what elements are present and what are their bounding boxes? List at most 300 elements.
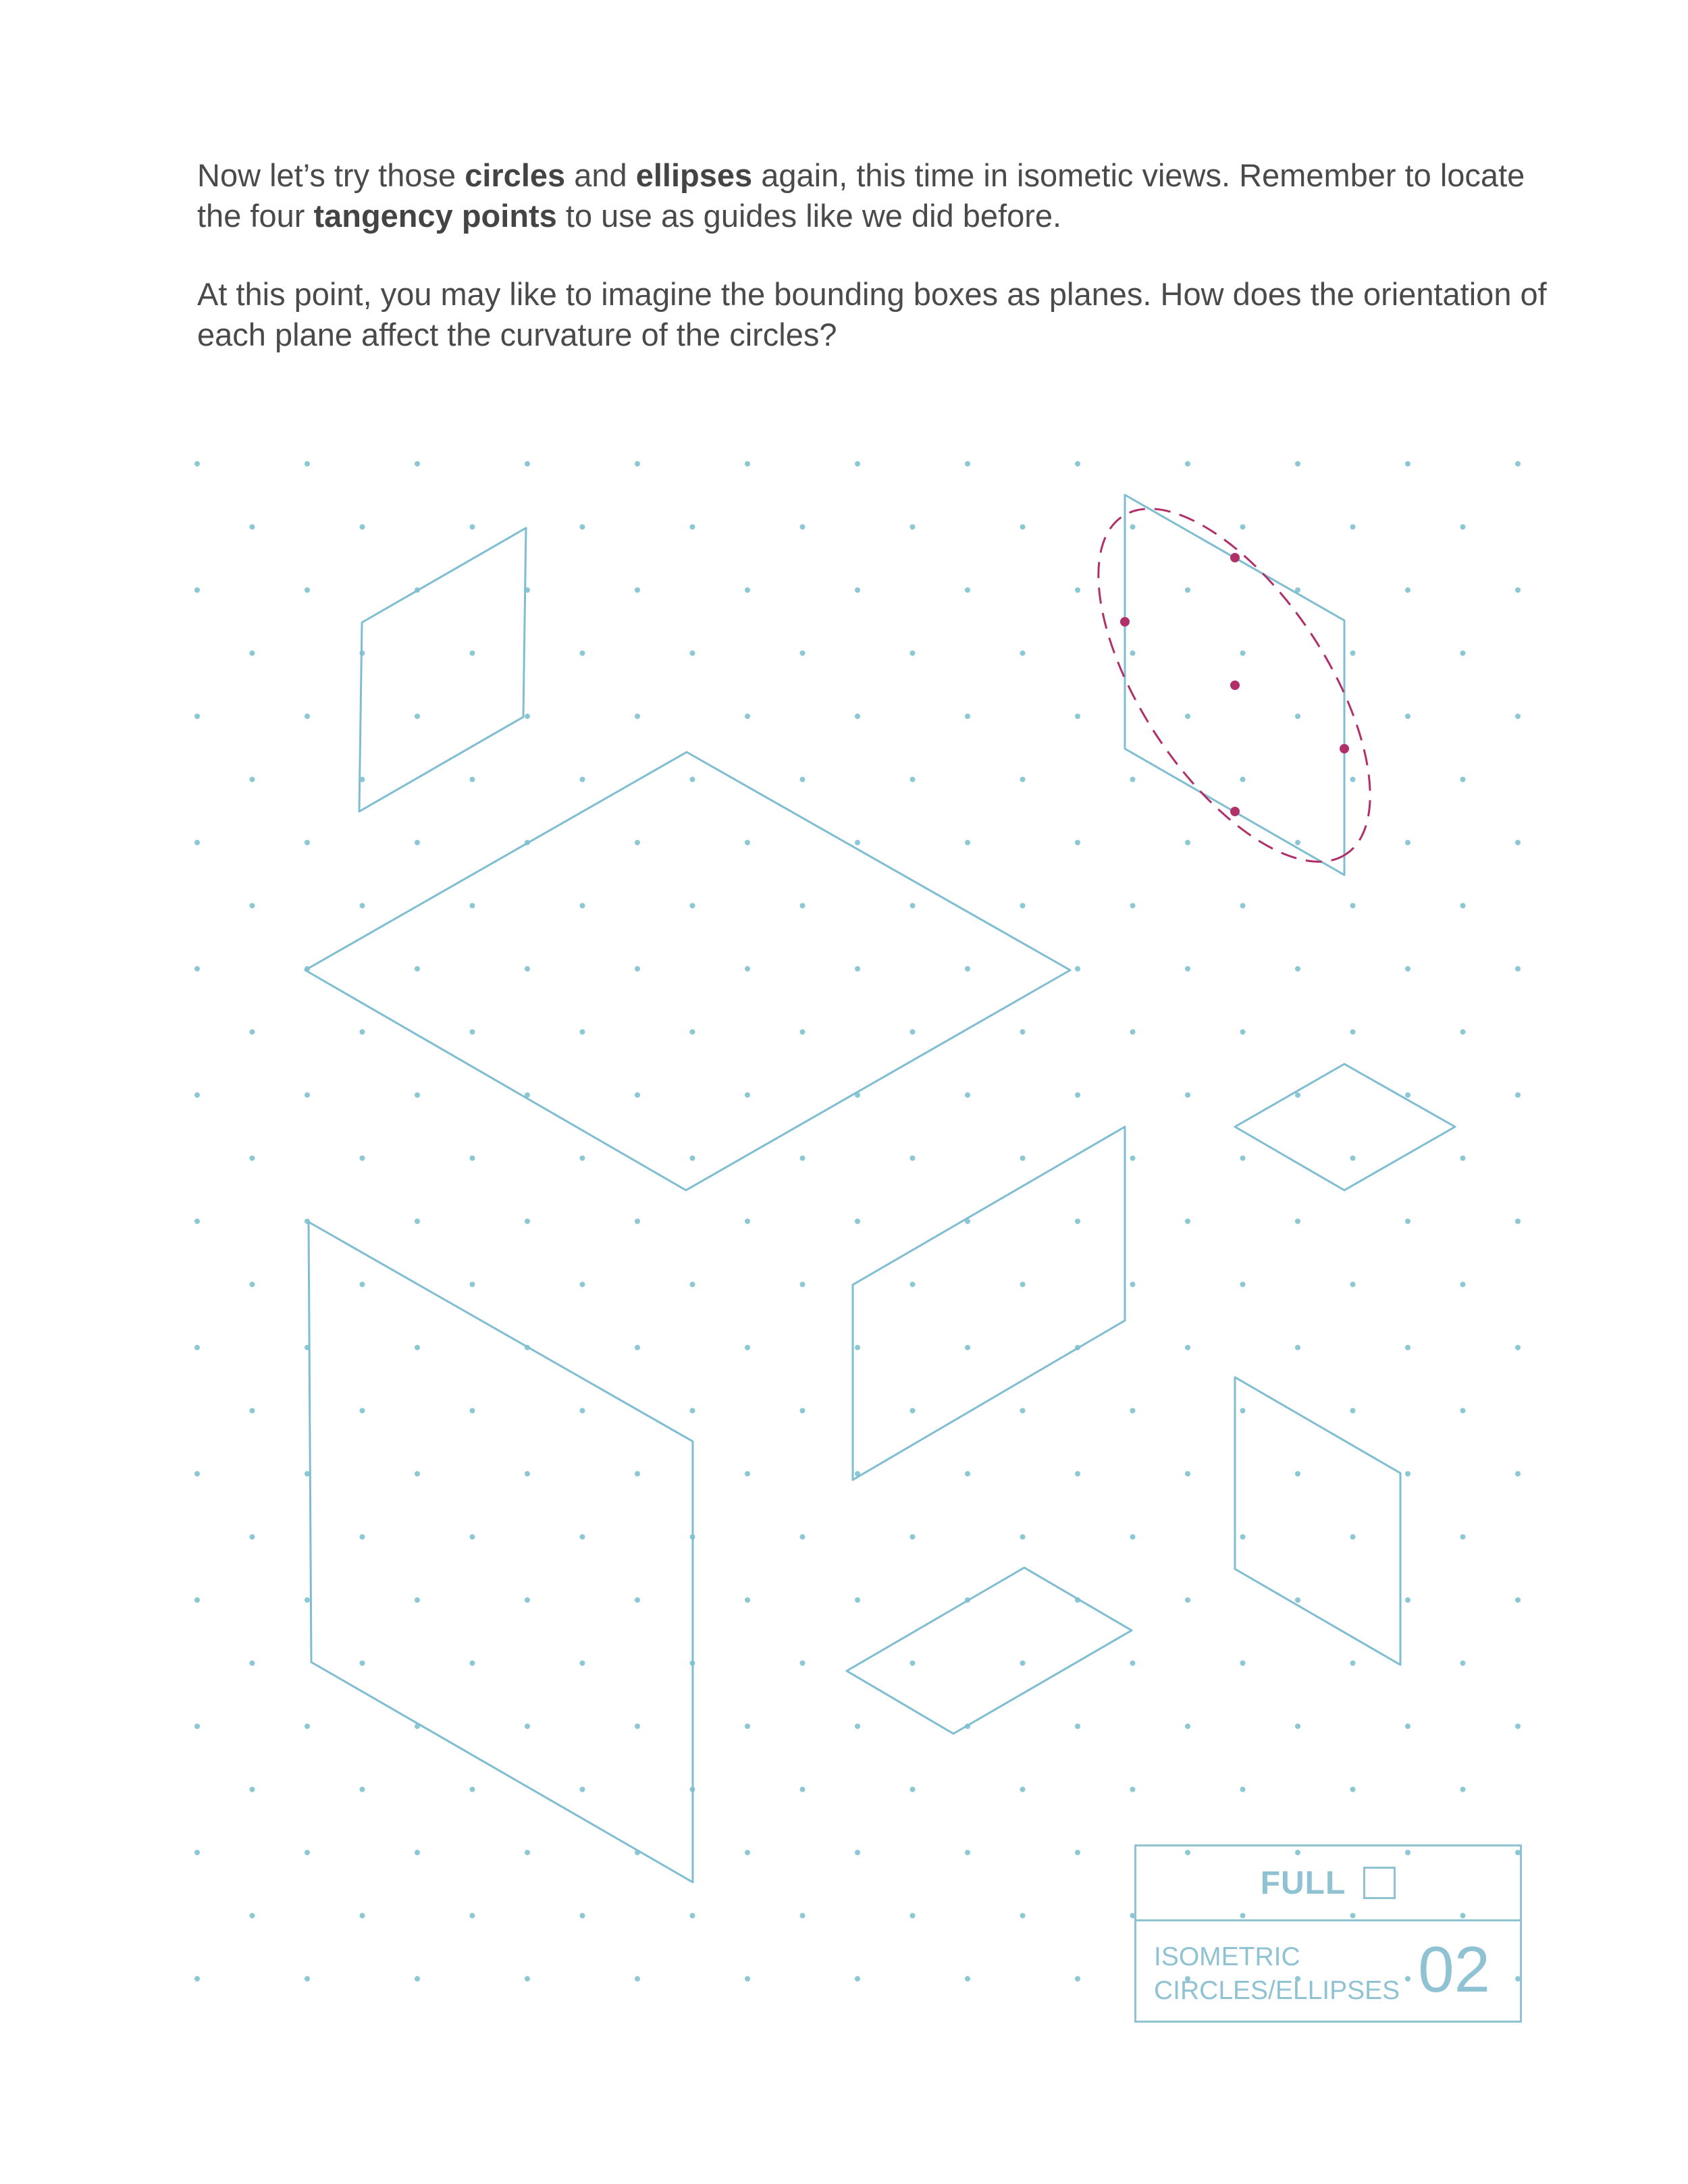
grid-dot [1405,1092,1410,1098]
grid-dot [690,1156,695,1161]
grid-dot [690,1030,695,1035]
grid-dot [1020,525,1026,530]
grid-dot [1075,1471,1080,1476]
grid-dot [1515,1092,1521,1098]
grid-dot [194,1471,200,1476]
grid-dot [635,1976,640,1981]
grid-dot [580,777,585,782]
grid-dot [580,1156,585,1161]
instruction-paragraph-2: At this point, you may like to imagine the bounding boxes as planes. How does the orientation of each plane affect the curvature of the circles? [197,276,1547,352]
grid-dot [250,903,255,909]
grid-dot [580,1030,585,1035]
grid-dot [1515,840,1521,845]
grid-dot [1240,525,1246,530]
grid-dot [1350,651,1356,656]
grid-dot [525,1219,530,1224]
grid-dot [1405,1471,1410,1476]
example-ellipse [1045,465,1423,905]
grid-dot [800,1408,806,1414]
grid-dot [635,1471,640,1476]
grid-dot [525,714,530,719]
bounding-box-bottom-flat[interactable] [847,1568,1132,1734]
grid-dot [1515,1471,1521,1476]
grid-dot [690,1913,695,1919]
grid-dot [1240,1535,1246,1540]
grid-dot [525,1850,530,1855]
grid-dot [194,461,200,467]
grid-dot [745,1345,750,1350]
grid-dot [250,1030,255,1035]
grid-dot [635,587,640,593]
grid-dot [305,1724,310,1729]
grid-dot [1240,1030,1246,1035]
grid-dot [1240,1282,1246,1287]
grid-dot [1460,651,1466,656]
grid-dot [1295,714,1300,719]
grid-dot [1185,1471,1190,1476]
grid-dot [1075,1219,1080,1224]
grid-dot [635,1345,640,1350]
grid-dot [690,777,695,782]
grid-dot [910,525,916,530]
grid-dot [250,1535,255,1540]
grid-dot [1075,1850,1080,1855]
grid-dot [1240,1408,1246,1414]
grid-dot [1130,651,1136,656]
grid-dot [194,714,200,719]
grid-dot [1130,1535,1136,1540]
grid-dot [470,525,475,530]
grid-dot [1240,1787,1246,1792]
grid-dot [855,1724,860,1729]
grid-dot [910,903,916,909]
grid-dot [360,1661,365,1666]
grid-dot [690,525,695,530]
grid-dot [305,714,310,719]
grid-dot [965,461,970,467]
grid-dot [1460,525,1466,530]
completion-row [1136,1846,1520,1921]
grid-dot [305,840,310,845]
grid-dot [800,1156,806,1161]
grid-dot [360,1156,365,1161]
grid-dot [1405,840,1410,845]
grid-dot [194,1724,200,1729]
grid-dot [525,966,530,971]
grid-dot [1020,903,1026,909]
tangency-point-bottom [1230,807,1240,816]
grid-dot [415,1976,420,1981]
grid-dot [415,1471,420,1476]
grid-dot [1020,1913,1026,1919]
grid-dot [690,1408,695,1414]
grid-dot [1295,1597,1300,1603]
grid-dot [745,1976,750,1981]
worksheet-label [1134,1844,1522,2023]
grid-dot [470,1030,475,1035]
grid-dot [525,1976,530,1981]
grid-dot [1130,1156,1136,1161]
grid-dot [1295,1219,1300,1224]
grid-dot [1075,714,1080,719]
grid-dot [1405,714,1410,719]
grid-dot [194,1976,200,1981]
grid-dot [1020,1661,1026,1666]
grid-dot [800,777,806,782]
instruction-paragraph-1: Now let’s try those circles and ellipses again, this time in isometic views. Remember to locate the four tangency points to use as guides like we did before. [197,157,1525,234]
grid-dot [1130,1787,1136,1792]
grid-dot [855,1597,860,1603]
grid-dot [360,1282,365,1287]
grid-dot [910,1282,916,1287]
grid-dot [1185,1724,1190,1729]
title-row [1136,1921,1520,2023]
grid-dot [910,1535,916,1540]
grid-dot [305,461,310,467]
grid-dot [250,1787,255,1792]
grid-dot [1350,777,1356,782]
grid-dot [1075,1092,1080,1098]
grid-dot [1295,966,1300,971]
grid-dot [965,840,970,845]
ellipse-center-point [1230,681,1240,690]
grid-dot [745,1850,750,1855]
full-checkbox[interactable] [1363,1867,1396,1899]
grid-dot [1240,1661,1246,1666]
grid-dot [1460,777,1466,782]
grid-dot [1350,1787,1356,1792]
grid-dot [525,1597,530,1603]
grid-dot [745,1597,750,1603]
grid-dot [910,1787,916,1792]
grid-dot [635,461,640,467]
grid-dot [250,525,255,530]
grid-dot [250,1913,255,1919]
isometric-dot-grid [194,461,1521,1981]
grid-dot [910,1408,916,1414]
grid-dot [965,1092,970,1098]
grid-dot [1515,1597,1521,1603]
grid-dot [1185,1219,1190,1224]
bounding-box-center[interactable] [853,1127,1125,1480]
term-circles: circles [465,157,566,193]
grid-dot [415,1219,420,1224]
grid-dot [1075,1976,1080,1981]
grid-dot [800,1787,806,1792]
grid-dot [1350,1535,1356,1540]
grid-dot [1515,587,1521,593]
grid-dot [470,903,475,909]
bounding-boxes [305,495,1455,1882]
grid-dot [580,1661,585,1666]
grid-dot [745,587,750,593]
grid-dot [1130,1408,1136,1414]
grid-dot [965,587,970,593]
grid-dot [1240,777,1246,782]
grid-dot [580,903,585,909]
grid-dot [800,1913,806,1919]
grid-dot [1405,1724,1410,1729]
grid-dot [1185,587,1190,593]
worksheet-title: ISOMETRIC CIRCLES/ELLIPSES [1154,1942,1400,2005]
grid-dot [745,461,750,467]
grid-dot [1515,461,1521,467]
grid-dot [745,1471,750,1476]
grid-dot [1075,1724,1080,1729]
grid-dot [1020,1282,1026,1287]
grid-dot [635,1219,640,1224]
term-ellipses: ellipses [635,157,753,193]
grid-dot [745,1724,750,1729]
grid-dot [1460,1030,1466,1035]
grid-dot [194,1850,200,1855]
grid-dot [1020,1408,1026,1414]
grid-dot [1460,1535,1466,1540]
grid-dot [1515,966,1521,971]
grid-dot [855,587,860,593]
grid-dot [1350,1408,1356,1414]
grid-dot [1515,1219,1521,1224]
grid-dot [470,1535,475,1540]
grid-dot [415,461,420,467]
grid-dot [1185,1345,1190,1350]
grid-dot [470,1156,475,1161]
grid-dot [965,966,970,971]
grid-dot [470,651,475,656]
tangency-point-right [1340,744,1349,753]
grid-dot [580,525,585,530]
grid-dot [1295,1724,1300,1729]
grid-dot [800,525,806,530]
grid-dot [1130,525,1136,530]
grid-dot [1020,1535,1026,1540]
grid-dot [305,587,310,593]
grid-dot [1185,1597,1190,1603]
grid-dot [855,1850,860,1855]
grid-dot [1460,1787,1466,1792]
grid-dot [855,966,860,971]
grid-dot [360,1787,365,1792]
grid-dot [1295,1345,1300,1350]
grid-dot [855,714,860,719]
grid-dot [1515,1345,1521,1350]
grid-dot [1350,525,1356,530]
grid-dot [305,1976,310,1981]
grid-dot [800,1535,806,1540]
grid-dot [1020,1787,1026,1792]
grid-dot [1350,1156,1356,1161]
grid-dot [580,1282,585,1287]
grid-dot [250,1661,255,1666]
grid-dot [360,1913,365,1919]
grid-dot [1130,1282,1136,1287]
grid-dot [1185,1092,1190,1098]
grid-dot [470,1408,475,1414]
grid-dot [250,1156,255,1161]
grid-dot [580,651,585,656]
grid-dot [415,1345,420,1350]
grid-dot [910,777,916,782]
grid-dot [1130,777,1136,782]
grid-dot [1460,1282,1466,1287]
grid-dot [1350,1282,1356,1287]
grid-dot [194,966,200,971]
tangency-point-top [1230,553,1240,562]
grid-dot [525,1471,530,1476]
grid-dot [1405,1345,1410,1350]
grid-dot [1295,1471,1300,1476]
grid-dot [745,840,750,845]
grid-dot [1460,1408,1466,1414]
grid-dot [635,840,640,845]
grid-dot [415,1597,420,1603]
term-tangency-points: tangency points [313,198,557,234]
grid-dot [1240,651,1246,656]
grid-dot [965,1976,970,1981]
grid-dot [855,461,860,467]
grid-dot [855,1219,860,1224]
grid-dot [415,1092,420,1098]
grid-dot [580,1913,585,1919]
grid-dot [1075,461,1080,467]
grid-dot [1020,1030,1026,1035]
grid-dot [1130,1661,1136,1666]
grid-dot [800,903,806,909]
grid-dot [910,1913,916,1919]
grid-dot [305,1850,310,1855]
grid-dot [360,525,365,530]
grid-dot [250,777,255,782]
grid-dot [1185,714,1190,719]
grid-dot [635,966,640,971]
grid-dot [525,1724,530,1729]
grid-dot [415,714,420,719]
grid-dot [470,1787,475,1792]
grid-dot [1405,587,1410,593]
grid-dot [855,1345,860,1350]
grid-dot [305,1092,310,1098]
grid-dot [1295,840,1300,845]
grid-dot [635,1724,640,1729]
grid-dot [415,966,420,971]
grid-dot [910,651,916,656]
grid-dot [250,651,255,656]
grid-dot [194,1597,200,1603]
grid-dot [360,1535,365,1540]
grid-dot [1295,1092,1300,1098]
grid-dot [1350,1661,1356,1666]
grid-dot [1515,714,1521,719]
grid-dot [1020,777,1026,782]
grid-dot [855,1976,860,1981]
bounding-box-large-top[interactable] [305,752,1070,1190]
grid-dot [1075,840,1080,845]
grid-dot [194,1219,200,1224]
grid-dot [1020,1156,1026,1161]
grid-dot [360,903,365,909]
grid-dot [800,1030,806,1035]
grid-dot [965,714,970,719]
tangency-point-left [1120,617,1130,627]
grid-dot [415,840,420,845]
bounding-box-right-tall[interactable] [1235,1377,1400,1665]
grid-dot [910,1030,916,1035]
bounding-box-left-small[interactable] [359,528,526,811]
grid-dot [470,1282,475,1287]
grid-dot [855,840,860,845]
grid-dot [635,714,640,719]
grid-dot [910,1156,916,1161]
grid-dot [1240,1156,1246,1161]
grid-dot [800,1282,806,1287]
grid-dot [194,1092,200,1098]
grid-dot [1020,651,1026,656]
grid-dot [305,1597,310,1603]
grid-dot [194,840,200,845]
grid-dot [1075,966,1080,971]
bounding-box-large-left[interactable] [309,1222,693,1882]
grid-dot [1350,1030,1356,1035]
worksheet-number: 02 [1418,1934,1490,2006]
grid-dot [1405,1597,1410,1603]
grid-dot [1185,966,1190,971]
grid-dot [800,1661,806,1666]
grid-dot [1460,1156,1466,1161]
grid-dot [965,1850,970,1855]
grid-dot [194,1345,200,1350]
grid-dot [1240,903,1246,909]
grid-dot [470,1661,475,1666]
grid-dot [415,1850,420,1855]
grid-dot [965,1471,970,1476]
grid-dot [635,1597,640,1603]
grid-dot [1460,903,1466,909]
grid-dot [194,587,200,593]
grid-dot [1185,461,1190,467]
grid-dot [690,1282,695,1287]
grid-dot [1130,1030,1136,1035]
grid-dot [1405,461,1410,467]
grid-dot [635,1092,640,1098]
grid-dot [1515,1724,1521,1729]
grid-dot [745,714,750,719]
grid-dot [745,966,750,971]
grid-dot [470,1913,475,1919]
grid-dot [250,1282,255,1287]
grid-dot [965,1345,970,1350]
bounding-box-right-small-top[interactable] [1235,1064,1455,1190]
grid-dot [1295,461,1300,467]
grid-dot [690,651,695,656]
grid-dot [1405,1219,1410,1224]
grid-dot [745,1092,750,1098]
grid-dot [1130,903,1136,909]
grid-dot [690,903,695,909]
grid-dot [800,651,806,656]
grid-dot [1350,903,1356,909]
grid-dot [250,1408,255,1414]
grid-dot [525,461,530,467]
grid-dot [360,1408,365,1414]
grid-dot [910,1661,916,1666]
grid-dot [580,1408,585,1414]
grid-dot [745,1219,750,1224]
grid-dot [360,1030,365,1035]
full-label: FULL [1260,1865,1346,1901]
grid-dot [1185,840,1190,845]
grid-dot [1405,966,1410,971]
grid-dot [470,777,475,782]
